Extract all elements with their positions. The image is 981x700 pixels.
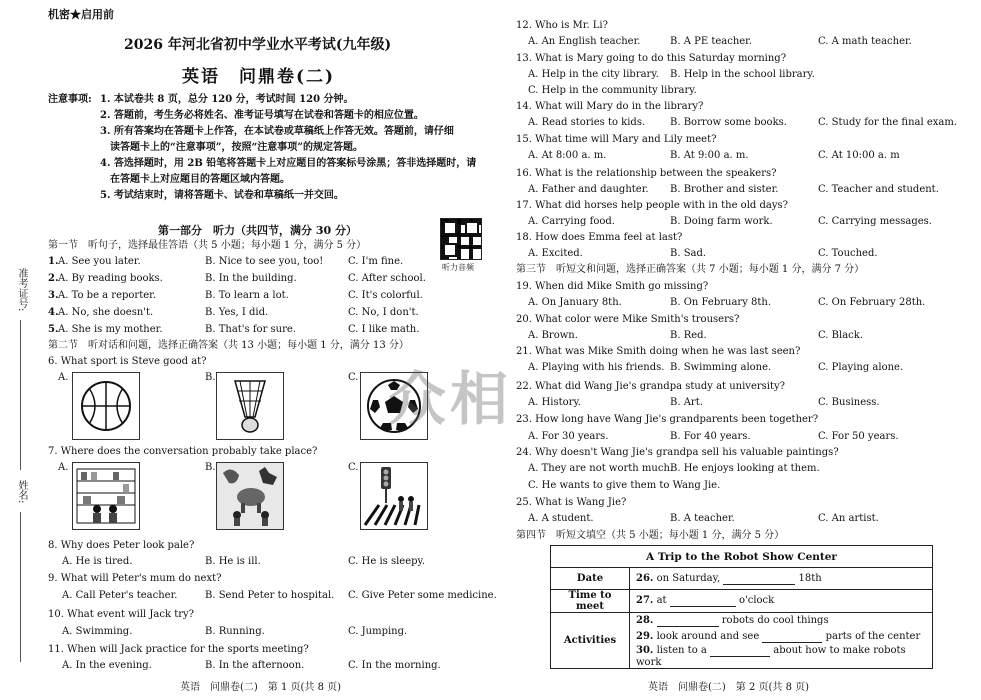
option-label: B.	[205, 462, 216, 473]
question-number: 3.	[48, 290, 59, 301]
option-c: C. Black.	[818, 330, 863, 341]
blank-suffix: parts of the center	[825, 630, 921, 642]
blank-number: 28.	[636, 614, 654, 626]
option-a: A. On January 8th.	[528, 297, 622, 308]
option-c: C. A math teacher.	[818, 36, 912, 47]
option-c: C. On February 28th.	[818, 297, 926, 308]
option-b: B. Send Peter to hospital.	[205, 590, 335, 601]
blank-number: 26.	[636, 572, 654, 584]
table-title: A Trip to the Robot Show Center	[551, 546, 933, 568]
option-c: C. Playing alone.	[818, 362, 904, 373]
zoo-picture	[216, 462, 284, 530]
option-a: A. She is my mother.	[58, 324, 163, 335]
badminton-picture	[216, 372, 284, 440]
question-number: 1.	[48, 256, 59, 267]
option-c: C. I'm fine.	[348, 256, 404, 267]
option-c: C. Jumping.	[348, 626, 408, 637]
option-a: A. Read stories to kids.	[528, 117, 646, 128]
watermark: 众相	[388, 365, 513, 433]
option-c: C. He wants to give them to Wang Jie.	[528, 480, 721, 491]
option-a: A. Help in the city library.	[528, 69, 659, 80]
note-item: 4. 答选择题时，用 2B 铅笔将答题卡上对应题目的答案标号涂黑；答非选择题时，请	[100, 158, 477, 169]
option-c: C. It's colorful.	[348, 290, 423, 301]
answer-blank-26[interactable]	[723, 573, 795, 585]
question-6: 6. What sport is Steve good at?	[48, 356, 207, 367]
question-19: 19. When did Mike Smith go missing?	[516, 281, 709, 292]
question-20: 20. What color were Mike Smith's trousers?	[516, 314, 740, 325]
option-a: A. He is tired.	[62, 556, 133, 567]
option-a: A. Call Peter's teacher.	[62, 590, 178, 601]
section2-heading: 第二节 听对话和问题，选择正确答案（共 13 小题；每小题 1 分，满分 13 分）	[48, 340, 409, 351]
blank-prefix: listen to a	[656, 644, 707, 656]
question-16: 16. What is the relationship between the speakers?	[516, 168, 777, 179]
option-b: B. At 9:00 a. m.	[670, 150, 749, 161]
option-b: B. Help in the school library.	[670, 69, 815, 80]
page-footer: 英语 问鼎卷(二) 第 2 页(共 8 页)	[648, 682, 810, 693]
option-c: C. For 50 years.	[818, 431, 899, 442]
basketball-icon	[73, 373, 139, 439]
option-label: C.	[348, 372, 359, 383]
option-c: C. At 10:00 a. m	[818, 150, 900, 161]
option-b: B. Sad.	[670, 248, 707, 259]
table-row	[551, 568, 933, 590]
option-label: B.	[205, 372, 216, 383]
basketball-picture	[72, 372, 140, 440]
option-c: C. After school.	[348, 273, 426, 284]
option-a: A. No, she doesn't.	[58, 307, 154, 318]
option-a: A. Father and daughter.	[528, 184, 649, 195]
notes-label: 注意事项:	[48, 94, 92, 105]
option-b: B. He enjoys looking at them.	[670, 463, 820, 474]
option-a: A. By reading books.	[58, 273, 163, 284]
option-b: B. In the building.	[205, 273, 297, 284]
paper-title: 英语 问鼎卷(二)	[182, 67, 336, 87]
option-label: A.	[58, 372, 69, 383]
option-a: A. They are not worth much.	[528, 463, 674, 474]
blank-number: 29.	[636, 630, 654, 642]
option-a: A. A student.	[528, 513, 594, 524]
question-15: 15. What time will Mary and Lily meet?	[516, 134, 717, 145]
option-a: A. In the evening.	[62, 660, 152, 671]
side-line	[20, 320, 21, 470]
row-label: Activities	[551, 613, 630, 669]
option-b: B. A teacher.	[670, 513, 735, 524]
option-b: B. Art.	[670, 397, 703, 408]
table-row	[551, 590, 933, 613]
store-shelves-icon	[73, 463, 139, 529]
question-22: 22. What did Wang Jie's grandpa study at university?	[516, 381, 786, 392]
option-a: A. An English teacher.	[528, 36, 641, 47]
row-label: Date	[551, 568, 630, 590]
option-b: B. Doing farm work.	[670, 216, 773, 227]
option-b: B. Brother and sister.	[670, 184, 779, 195]
option-c: C. Study for the final exam.	[818, 117, 958, 128]
section3-heading: 第三节 听短文和问题，选择正确答案（共 7 小题；每小题 1 分，满分 7 分）	[516, 264, 865, 275]
option-a: A. For 30 years.	[528, 431, 609, 442]
option-b: B. Red.	[670, 330, 707, 341]
option-b: B. In the afternoon.	[205, 660, 305, 671]
option-label: A.	[58, 462, 69, 473]
question-9: 9. What will Peter's mum do next?	[48, 573, 222, 584]
shuttlecock-icon	[217, 373, 283, 439]
option-b: B. That's for sure.	[205, 324, 296, 335]
question-14: 14. What will Mary do in the library?	[516, 101, 704, 112]
option-b: B. Borrow some books.	[670, 117, 787, 128]
option-a: A. Carrying food.	[528, 216, 615, 227]
option-a: A. History.	[528, 397, 581, 408]
blank-suffix: about how to make robots work	[636, 644, 906, 668]
option-a: A. See you later.	[58, 256, 141, 267]
question-8: 8. Why does Peter look pale?	[48, 540, 195, 551]
qr-code-icon	[440, 218, 482, 260]
blank-number: 30.	[636, 644, 654, 656]
question-number: 4.	[48, 307, 59, 318]
question-number: 2.	[48, 273, 59, 284]
option-c: C. An artist.	[818, 513, 879, 524]
option-c: C. Business.	[818, 397, 880, 408]
option-a: A. Swimming.	[62, 626, 133, 637]
option-a: A. At 8:00 a. m.	[528, 150, 607, 161]
blank-suffix: robots do cool things	[721, 614, 829, 626]
note-item: 5. 考试结束时，请将答题卡、试卷和草稿纸一并交回。	[100, 190, 344, 201]
option-c: C. He is sleepy.	[348, 556, 426, 567]
question-number: 5.	[48, 324, 59, 335]
option-b: B. Nice to see you, too!	[205, 256, 324, 267]
zoo-animals-icon	[217, 463, 283, 529]
question-18: 18. How does Emma feel at last?	[516, 232, 683, 243]
option-c: C. No, I don't.	[348, 307, 419, 318]
option-b: B. On February 8th.	[670, 297, 772, 308]
section1-heading: 第一节 听句子，选择最佳答语（共 5 小题；每小题 1 分，满分 5 分）	[48, 240, 367, 251]
option-b: B. He is ill.	[205, 556, 261, 567]
option-b: B. For 40 years.	[670, 431, 751, 442]
blank-prefix: at	[656, 595, 667, 606]
crosswalk-icon	[361, 463, 427, 529]
section4-heading: 第四节 听短文填空（共 5 小题；每小题 1 分，满分 5 分）	[516, 530, 785, 541]
store-picture	[72, 462, 140, 530]
option-c: C. Carrying messages.	[818, 216, 932, 227]
row-label: Time to meet	[551, 590, 630, 613]
candidate-number-label: 准考证号:	[16, 268, 27, 312]
option-a: A. To be a reporter.	[58, 290, 157, 301]
question-17: 17. What did horses help people with in the old days?	[516, 200, 788, 211]
table-row	[551, 613, 933, 629]
note-item: 1. 本试卷共 8 页，总分 120 分，考试时间 120 分钟。	[100, 94, 354, 105]
question-25: 25. What is Wang Jie?	[516, 497, 627, 508]
option-c: C. Help in the community library.	[528, 85, 697, 96]
blank-suffix: 18th	[798, 572, 822, 584]
option-b: B. A PE teacher.	[670, 36, 753, 47]
note-item: 在答题卡上对应题目的答题区域内答题。	[110, 174, 290, 185]
note-item: 3. 所有答案均在答题卡上作答，在本试卷或草稿纸上作答无效。答题前，请仔细	[100, 126, 454, 137]
option-b: B. Running.	[205, 626, 265, 637]
note-item: 读答题卡上的“注意事项”，按照“注意事项”的规定答题。	[110, 142, 364, 153]
blank-prefix: look around and see	[656, 630, 760, 642]
name-label: 姓名:	[16, 480, 27, 504]
question-12: 12. Who is Mr. Li?	[516, 20, 608, 31]
option-c: C. Touched.	[818, 248, 878, 259]
option-c: C. I like math.	[348, 324, 420, 335]
blank-suffix: o'clock	[738, 595, 775, 606]
answer-blank-29[interactable]	[762, 631, 822, 643]
question-13: 13. What is Mary going to do this Saturday morning?	[516, 53, 787, 64]
answer-blank-27[interactable]	[670, 595, 736, 607]
option-c: C. Give Peter some medicine.	[348, 590, 497, 601]
answer-blank-28[interactable]	[657, 615, 719, 627]
option-b: B. Swimming alone.	[670, 362, 772, 373]
blank-number: 27.	[636, 595, 654, 606]
question-23: 23. How long have Wang Jie's grandparents been together?	[516, 414, 819, 425]
side-line	[20, 512, 21, 662]
option-c: C. Teacher and student.	[818, 184, 939, 195]
option-c: C. In the morning.	[348, 660, 441, 671]
part1-title: 第一部分 听力（共四节，满分 30 分）	[158, 224, 357, 237]
blank-prefix: on Saturday,	[656, 572, 721, 584]
page-footer: 英语 问鼎卷(二) 第 1 页(共 8 页)	[180, 682, 342, 693]
question-11: 11. When will Jack practice for the sports meeting?	[48, 644, 309, 655]
option-a: A. Brown.	[528, 330, 578, 341]
crosswalk-picture	[360, 462, 428, 530]
option-b: B. Yes, I did.	[205, 307, 269, 318]
question-10: 10. What event will Jack try?	[48, 609, 195, 620]
answer-blank-30[interactable]	[710, 645, 770, 657]
confidential-mark: 机密★启用前	[48, 8, 114, 21]
question-7: 7. Where does the conversation probably take place?	[48, 446, 318, 457]
option-a: A. Playing with his friends.	[528, 362, 665, 373]
option-b: B. To learn a lot.	[205, 290, 289, 301]
qr-label: 听力音频	[442, 263, 474, 272]
question-24: 24. Why doesn't Wang Jie's grandpa sell his valuable paintings?	[516, 447, 839, 458]
robot-trip-table	[550, 545, 933, 669]
exam-title: 2026 年河北省初中学业水平考试(九年级)	[124, 37, 392, 53]
option-a: A. Excited.	[528, 248, 583, 259]
right-page	[500, 0, 981, 700]
note-item: 2. 答题前，考生务必将姓名、准考证号填写在试卷和答题卡的相应位置。	[100, 110, 424, 121]
question-21: 21. What was Mike Smith doing when he was last seen?	[516, 346, 801, 357]
option-label: C.	[348, 462, 359, 473]
